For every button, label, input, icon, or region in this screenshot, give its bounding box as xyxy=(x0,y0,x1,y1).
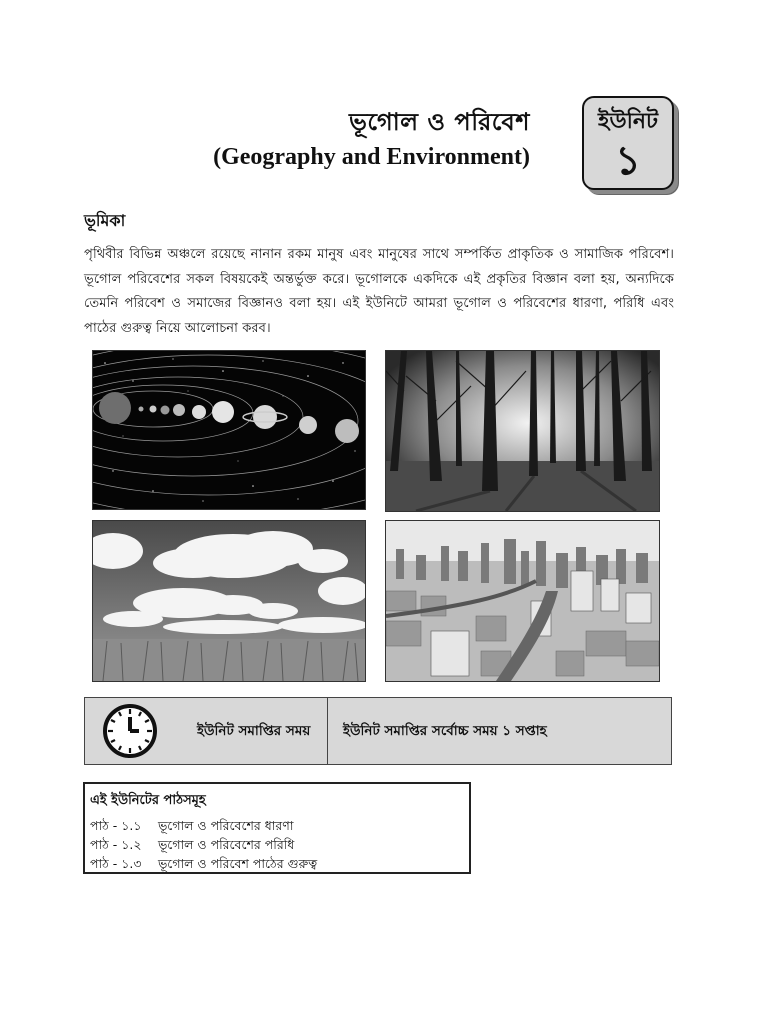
intro-paragraph: পৃথিবীর বিভিন্ন অঞ্চলে রয়েছে নানান রকম মানুষ এবং মানুষের সাথে সম্পর্কিত প্রাকৃতিক ও সামাজিক পরিবেশ। ভূগোল পরিবেশের সকল বিষয়কেই অন্তর্ভুক্ত করে। ভূগোলকে একদিকে এই প্রকৃতির বিজ্ঞান বলা হয়, অন্যদিকে তেমনি পরিবেশ ও সমাজের বিজ্ঞানও বলা হয়। এই ইউনিটে আমরা ভূগোল ও পরিবেশের ধারণা, পরিধি এবং পাঠের গুরুত্ব নিয়ে আলোচনা করব। xyxy=(84,247,674,336)
completion-time-box xyxy=(84,697,672,765)
lesson-item xyxy=(90,835,469,854)
lesson-number: পাঠ - ১.১ xyxy=(90,818,142,833)
divider xyxy=(327,698,328,764)
lesson-name: ভূগোল ও পরিবেশের ধারণা xyxy=(157,818,294,833)
lesson-number: পাঠ - ১.২ xyxy=(90,837,142,852)
lesson-name: ভূগোল ও পরিবেশের পরিধি xyxy=(157,837,295,852)
clock-icon xyxy=(101,702,159,760)
unit-badge xyxy=(582,96,674,190)
lessons-title: এই ইউনিটের পাঠসমূহ xyxy=(90,793,206,808)
lesson-item xyxy=(90,854,469,873)
unit-label: ইউনিট xyxy=(598,109,658,134)
city-image xyxy=(385,520,660,682)
lesson-number: পাঠ - ১.৩ xyxy=(90,856,142,871)
completion-time-value: ইউনিট সমাপ্তির সর্বোচ্চ সময় ১ সপ্তাহ xyxy=(343,723,547,739)
unit-number: ১ xyxy=(615,138,641,184)
lesson-name: ভূগোল ও পরিবেশ পাঠের গুরুত্ব xyxy=(157,856,318,871)
lessons-box xyxy=(83,782,471,874)
lesson-item xyxy=(90,816,469,835)
page-title: ভূগোল ও পরিবেশ xyxy=(348,108,530,136)
section-heading: ভূমিকা xyxy=(84,211,126,230)
forest-image xyxy=(385,350,660,512)
page-subtitle: (Geography and Environment) xyxy=(213,144,530,170)
completion-time-label: ইউনিট সমাপ্তির সময় xyxy=(197,723,311,739)
solar-system-image xyxy=(92,350,366,510)
sky-grassland-image xyxy=(92,520,366,682)
